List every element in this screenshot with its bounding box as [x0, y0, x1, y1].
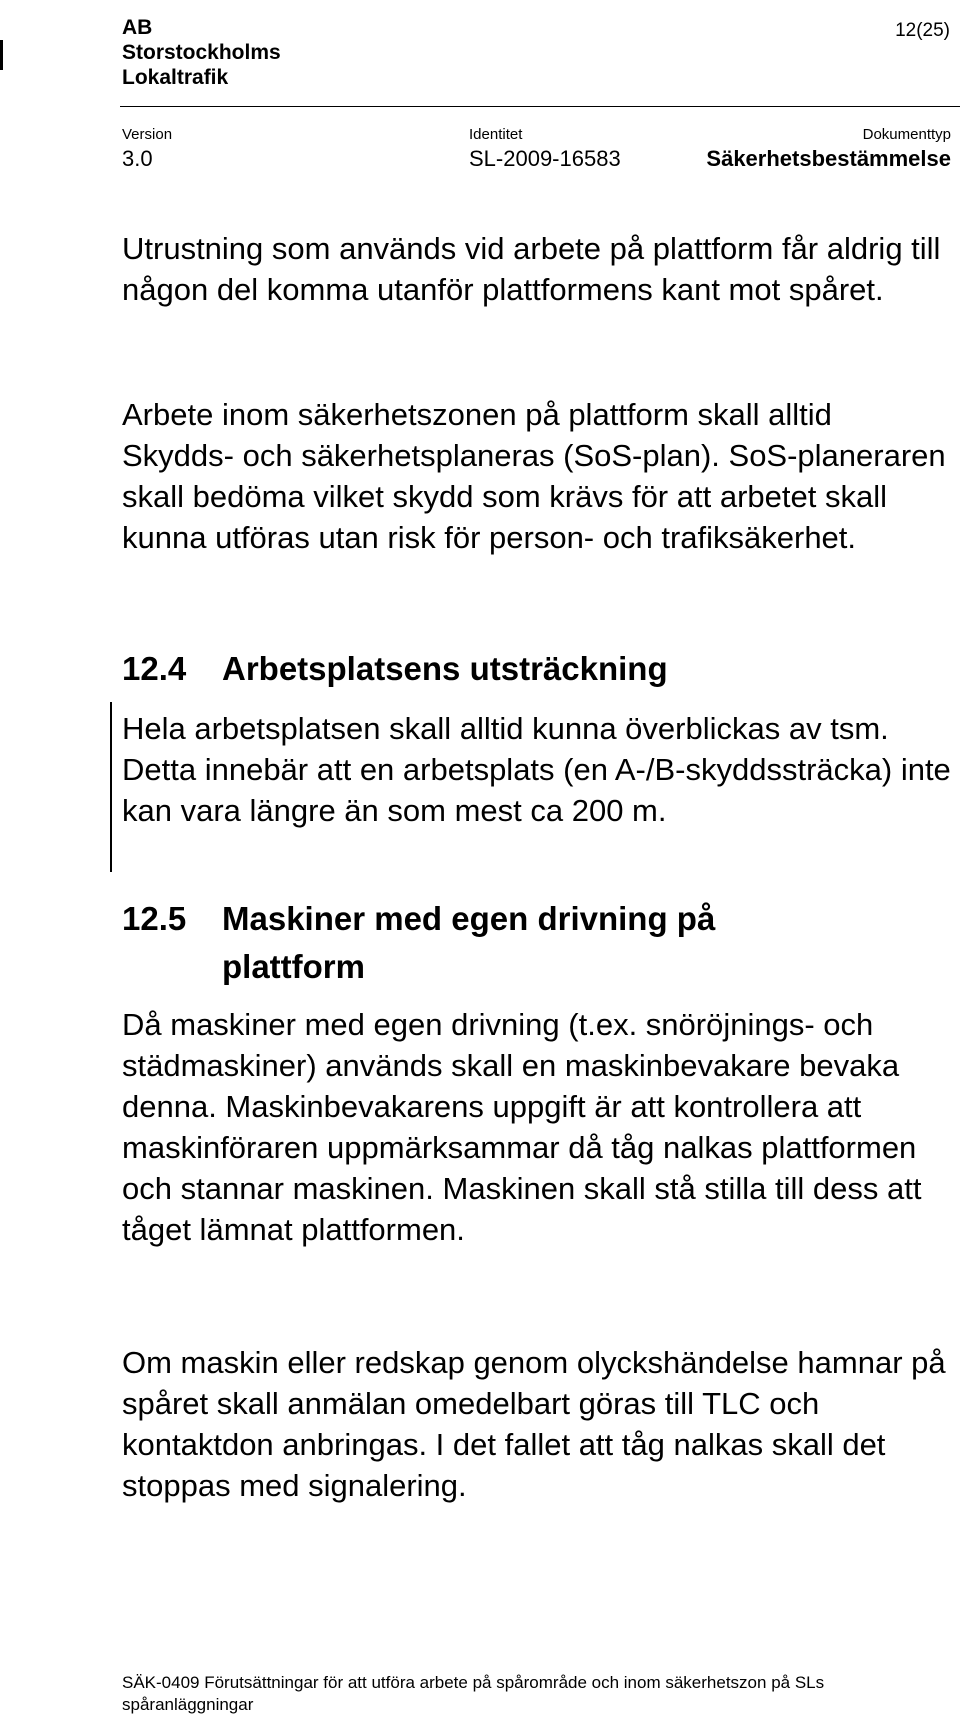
section-title [222, 895, 715, 991]
version-value: 3.0 [122, 146, 153, 171]
section-title-line-1: Maskiner med egen drivning på [222, 900, 716, 937]
section-number: 12.4 [122, 650, 187, 687]
page-footer: SÄK-0409 Förutsättningar för att utföra arbete på spårområde och inom säkerhetszon på SLs spåranläggningar [122, 1673, 825, 1714]
doctype-value: Säkerhetsbestämmelse [706, 146, 951, 171]
logo-line-3: Lokaltrafik [122, 66, 229, 89]
paragraph-text: Då maskiner med egen drivning (t.ex. snöröjnings- och städmaskiner) används skall en maskinbevakare bevaka denna. Maskinbevakarens uppgift är att kontrollera att maskinföraren uppmärksammar då tåg nalkas plattformen och stannar maskinen. Maskinen skall stå stilla till dess att tåget lämnat plattformen. [122, 1007, 922, 1247]
paragraph-sos-plan [122, 394, 952, 558]
version-label: Version [122, 126, 173, 143]
paragraph-machines [122, 1004, 952, 1250]
paragraph-text: Hela arbetsplatsen skall alltid kunna överblickas av tsm. Detta innebär att en arbetsplats (en A-/B-skyddssträcka) inte kan vara längre än som mest ca 200 m. [122, 711, 951, 828]
paragraph-text: Utrustning som används vid arbete på plattform får aldrig till någon del komma utanför plattformens kant mot spåret. [122, 231, 941, 307]
change-bar [110, 702, 112, 872]
paragraph-equipment [122, 228, 952, 310]
logo-line-2: Storstockholms [122, 41, 281, 64]
section-heading-12-5 [122, 895, 715, 991]
logo-line-1: AB [122, 16, 153, 39]
section-heading-12-4 [122, 645, 668, 693]
paragraph-worksite-extent [122, 708, 952, 831]
paragraph-text: Arbete inom säkerhetszonen på plattform skall alltid Skydds- och säkerhetsplaneras (SoS-plan). SoS-planeraren skall bedöma vilket skydd som krävs för att arbetet skall kunna utföras utan risk för person- och trafiksäkerhet. [122, 397, 946, 555]
doctype-label: Dokumenttyp [862, 126, 951, 143]
section-title: Arbetsplatsens utsträckning [222, 650, 668, 687]
identity-label: Identitet [469, 126, 523, 143]
header-divider [120, 106, 960, 107]
identity-value: SL-2009-16583 [469, 146, 621, 171]
paragraph-text: Om maskin eller redskap genom olyckshändelse hamnar på spåret skall anmälan omedelbart göras till TLC och kontaktdon anbringas. I det fallet att tåg nalkas skall det stoppas med signalering. [122, 1345, 946, 1503]
page-number: 12(25) [895, 20, 950, 41]
margin-mark [0, 40, 3, 70]
section-title-line-2: plattform [222, 948, 365, 985]
paragraph-accident [122, 1342, 952, 1506]
company-logo [122, 15, 281, 90]
section-number: 12.5 [122, 900, 187, 937]
